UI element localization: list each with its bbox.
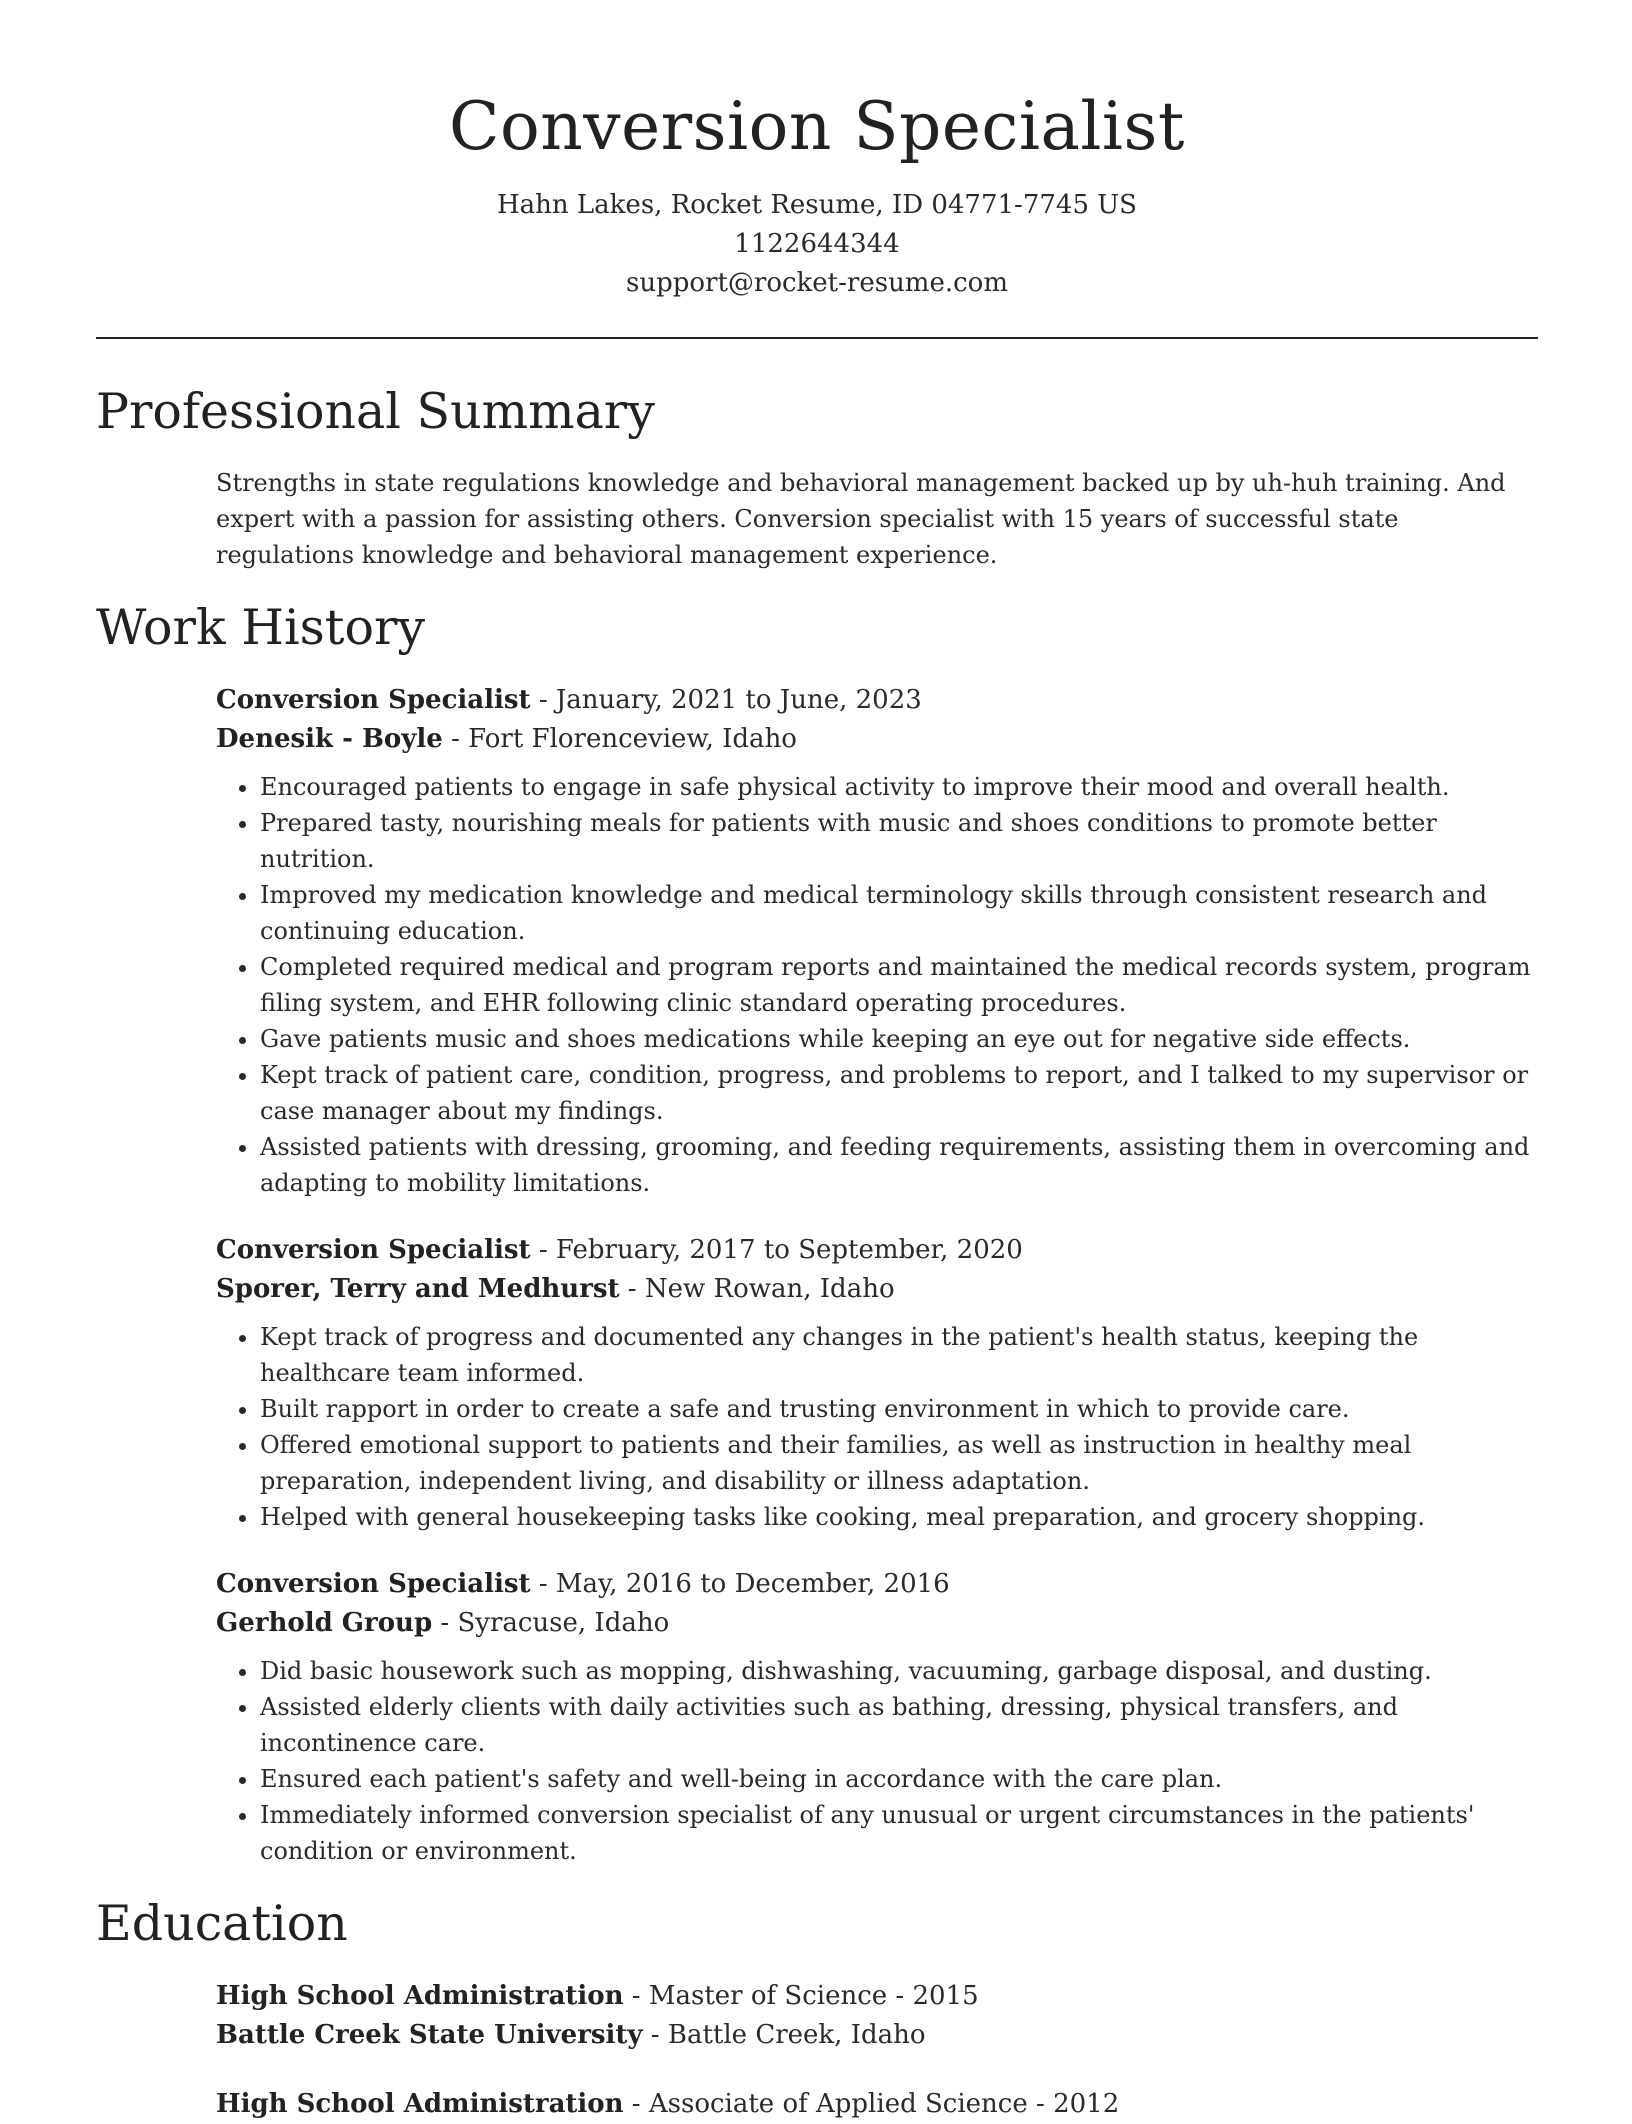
job-bullet: • Improved my medication knowledge and medical terminology skills through consistent research and continuing education. [260, 877, 1538, 949]
job-location: - Fort Florenceview, Idaho [442, 724, 797, 754]
contact-block [96, 186, 1538, 303]
education-degree-line [216, 2085, 1538, 2124]
job-dates: - February, 2017 to September, 2020 [530, 1235, 1023, 1265]
job-title: Conversion Specialist [216, 685, 531, 715]
job-title: Conversion Specialist [216, 1569, 531, 1599]
job-bullet: • Immediately informed conversion specialist of any unusual or urgent circumstances in the patients' condition or environment. [260, 1797, 1538, 1869]
job-bullet: • Gave patients music and shoes medications while keeping an eye out for negative side effects. [260, 1021, 1538, 1057]
resume-page [96, 0, 1538, 2124]
education-field: High School Administration [216, 2089, 624, 2119]
job-bullet: • Ensured each patient's safety and well-being in accordance with the care plan. [260, 1761, 1538, 1797]
job-entry [216, 1231, 1538, 1535]
summary-heading: Professional Summary [96, 383, 655, 440]
contact-phone: 1122644344 [734, 229, 900, 259]
job-title-line [216, 1565, 1538, 1604]
job-bullet: • Kept track of patient care, condition, progress, and problems to report, and I talked to my supervisor or case manager about my findings. [260, 1057, 1538, 1129]
job-bullet: • Built rapport in order to create a safe and trusting environment in which to provide care. [260, 1391, 1538, 1427]
education-entry [216, 1977, 1538, 2055]
resume-name: Conversion Specialist [449, 88, 1185, 165]
job-bullet: • Completed required medical and program reports and maintained the medical records system, program filing system, and EHR following clinic standard operating procedures. [260, 949, 1538, 1021]
resume-header [96, 0, 1538, 303]
job-location: - New Rowan, Idaho [619, 1274, 895, 1304]
education-heading: Education [96, 1895, 348, 1952]
job-title: Conversion Specialist [216, 1235, 531, 1265]
job-entry [216, 681, 1538, 1201]
contact-email: support@rocket-resume.com [625, 268, 1008, 298]
job-bullet: • Did basic housework such as mopping, dishwashing, vacuuming, garbage disposal, and dusting. [260, 1653, 1538, 1689]
job-company: Sporer, Terry and Medhurst [216, 1274, 620, 1304]
job-company: Denesik - Boyle [216, 724, 443, 754]
job-company: Gerhold Group [216, 1608, 433, 1638]
job-bullets [216, 769, 1538, 1201]
job-title-line [216, 1231, 1538, 1270]
job-dates: - January, 2021 to June, 2023 [530, 685, 922, 715]
job-company-line [216, 720, 1538, 759]
header-divider [96, 337, 1538, 339]
contact-address: Hahn Lakes, Rocket Resume, ID 04771-7745 US [496, 190, 1137, 220]
work-history-heading: Work History [96, 599, 426, 656]
job-bullet: • Prepared tasty, nourishing meals for patients with music and shoes conditions to promote better nutrition. [260, 805, 1538, 877]
education-degree-year: - Master of Science - 2015 [623, 1981, 979, 2011]
job-bullet: • Assisted patients with dressing, grooming, and feeding requirements, assisting them in overcoming and adapting to mobility limitations. [260, 1129, 1538, 1201]
job-dates: - May, 2016 to December, 2016 [530, 1569, 950, 1599]
job-location: - Syracuse, Idaho [432, 1608, 670, 1638]
job-bullet: • Assisted elderly clients with daily activities such as bathing, dressing, physical transfers, and incontinence care. [260, 1689, 1538, 1761]
education-field: High School Administration [216, 1981, 624, 2011]
education-degree-line [216, 1977, 1538, 2016]
education-entry [216, 2085, 1538, 2124]
job-company-line [216, 1604, 1538, 1643]
job-company-line [216, 1270, 1538, 1309]
job-bullet: • Helped with general housekeeping tasks like cooking, meal preparation, and grocery shopping. [260, 1499, 1538, 1535]
job-entry [216, 1565, 1538, 1869]
education-school: Battle Creek State University [216, 2020, 643, 2050]
job-bullet: • Encouraged patients to engage in safe physical activity to improve their mood and overall health. [260, 769, 1538, 805]
job-bullets [216, 1653, 1538, 1869]
summary-text: Strengths in state regulations knowledge and behavioral management backed up by uh-huh training. And expert with a passion for assisting others. Conversion specialist with 15 years of successful state regulations knowledge and behavioral management experience. [216, 469, 1506, 569]
education-degree-year: - Associate of Applied Science - 2012 [623, 2089, 1120, 2119]
job-bullet: • Offered emotional support to patients and their families, as well as instruction in healthy meal preparation, independent living, and disability or illness adaptation. [260, 1427, 1538, 1499]
job-title-line [216, 681, 1538, 720]
education-school-line [216, 2016, 1538, 2055]
job-bullet: • Kept track of progress and documented any changes in the patient's health status, keeping the healthcare team informed. [260, 1319, 1538, 1391]
education-location: - Battle Creek, Idaho [642, 2020, 926, 2050]
job-bullets [216, 1319, 1538, 1535]
